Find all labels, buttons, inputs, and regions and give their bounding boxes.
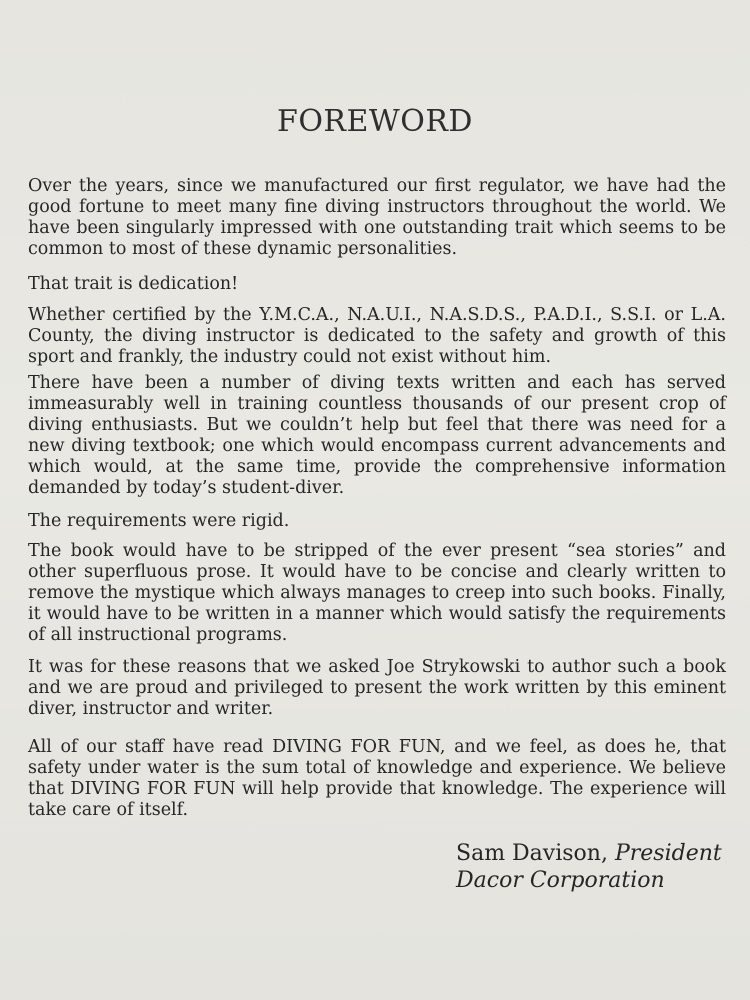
paragraph-8: All of our staff have read DIVING FOR FUN, and we feel, as does he, that safety under water is the sum total of knowledge and experience. We believe that DIVING FOR FUN will help provide that knowledge. The experience will take care of itself.	[28, 737, 726, 820]
signature-block	[456, 840, 726, 894]
paragraph-2: That trait is dedication!	[28, 274, 239, 294]
paragraph-4: There have been a number of diving texts written and each has served immeasurably well in training countless thousands of our present crop of diving enthusiasts. But we couldn’t help but feel that there was need for a new diving textbook; one which would encompass current advancements and which would, at the same time, provide the comprehensive information demanded by today’s student-diver.	[28, 373, 726, 498]
paragraph-7: It was for these reasons that we asked Joe Strykowski to author such a book and we are proud and privileged to present the work written by this eminent diver, instructor and writer.	[28, 657, 726, 719]
page-title: FOREWORD	[277, 104, 473, 139]
signer-name: Sam Davison,	[456, 841, 608, 866]
signer-company: Dacor Corporation	[456, 868, 665, 893]
paragraph-1: Over the years, since we manufactured our first regulator, we have had the good fortune to meet many fine diving instructors throughout the world. We have been singularly impressed with one outstanding trait which seems to be common to most of these dynamic personalities.	[28, 176, 726, 259]
paragraph-3: Whether certified by the Y.M.C.A., N.A.U.I., N.A.S.D.S., P.A.D.I., S.S.I. or L.A. County, the diving instructor is dedicated to the safety and growth of this sport and frankly, the industry could not exist without him.	[28, 305, 726, 367]
paragraph-6: The book would have to be stripped of the ever present “sea stories” and other superfluous prose. It would have to be concise and clearly written to remove the mystique which always manages to creep into such books. Finally, it would have to be written in a manner which would satisfy the requirements of all instructional programs.	[28, 541, 726, 645]
signer-title: President	[614, 841, 722, 866]
signature-name-line	[456, 840, 726, 867]
paragraph-5: The requirements were rigid.	[28, 511, 290, 531]
